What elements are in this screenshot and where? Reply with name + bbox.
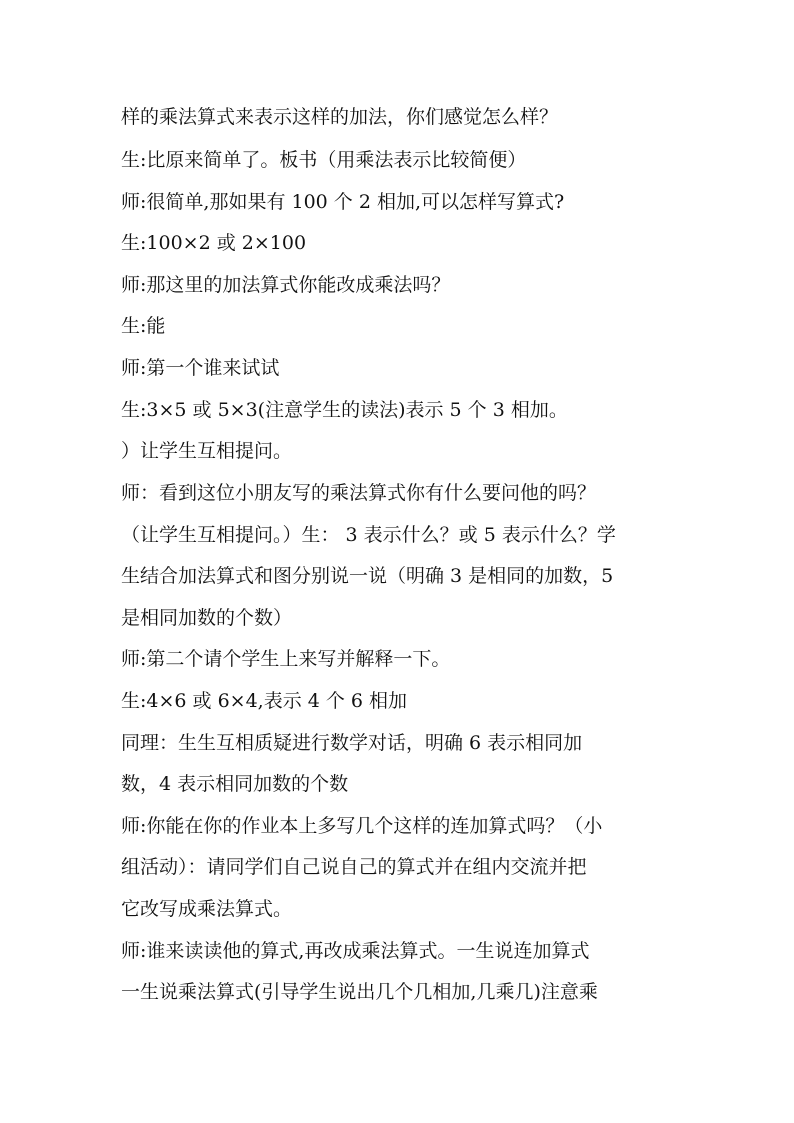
text-line-3: 师:很简单,那如果有 100 个 2 相加,可以怎样写算式? bbox=[121, 191, 565, 213]
text-line-12: 生结合加法算式和图分别说一说（明确 3 是相同的加数，5 bbox=[121, 565, 614, 587]
text-line-6: 生:能 bbox=[121, 315, 166, 337]
text-line-11: （让学生互相提问。）生： 3 表示什么？或 5 表示什么？学 bbox=[121, 524, 616, 546]
text-line-22: 一生说乘法算式(引导学生说出几个几相加,几乘几)注意乘 bbox=[121, 981, 598, 1003]
text-line-2: 生:比原来简单了。板书（用乘法表示比较简便） bbox=[121, 149, 527, 171]
text-line-1: 样的乘法算式来表示这样的加法，你们感觉怎么样？ bbox=[121, 106, 559, 128]
text-line-18: 师:你能在你的作业本上多写几个这样的连加算式吗？（小 bbox=[121, 815, 603, 837]
text-line-17: 数，4 表示相同加数的个数 bbox=[121, 773, 349, 795]
text-line-15: 生:4×6 或 6×4,表示 4 个 6 相加 bbox=[121, 690, 408, 712]
text-line-8: 生:3×5 或 5×3(注意学生的读法)表示 5 个 3 相加。 bbox=[121, 399, 568, 421]
text-line-5: 师:那这里的加法算式你能改成乘法吗？ bbox=[121, 274, 451, 296]
text-line-4: 生:100×2 或 2×100 bbox=[121, 232, 307, 254]
text-line-10: 师：看到这位小朋友写的乘法算式你有什么要问他的吗？ bbox=[121, 482, 597, 504]
text-line-19: 组活动）：请同学们自己说自己的算式并在组内交流并把 bbox=[121, 856, 587, 878]
text-line-13: 是相同加数的个数） bbox=[121, 607, 293, 629]
text-line-16: 同理：生生互相质疑进行数学对话，明确 6 表示相同加 bbox=[121, 732, 583, 754]
text-line-20: 它改写成乘法算式。 bbox=[121, 898, 293, 920]
text-line-14: 师:第二个请个学生上来写并解释一下。 bbox=[121, 648, 451, 670]
text-line-9: ）让学生互相提问。 bbox=[121, 440, 293, 462]
text-line-7: 师:第一个谁来试试 bbox=[121, 357, 280, 379]
text-line-21: 师:谁来读读他的算式,再改成乘法算式。一生说连加算式 bbox=[121, 940, 590, 962]
